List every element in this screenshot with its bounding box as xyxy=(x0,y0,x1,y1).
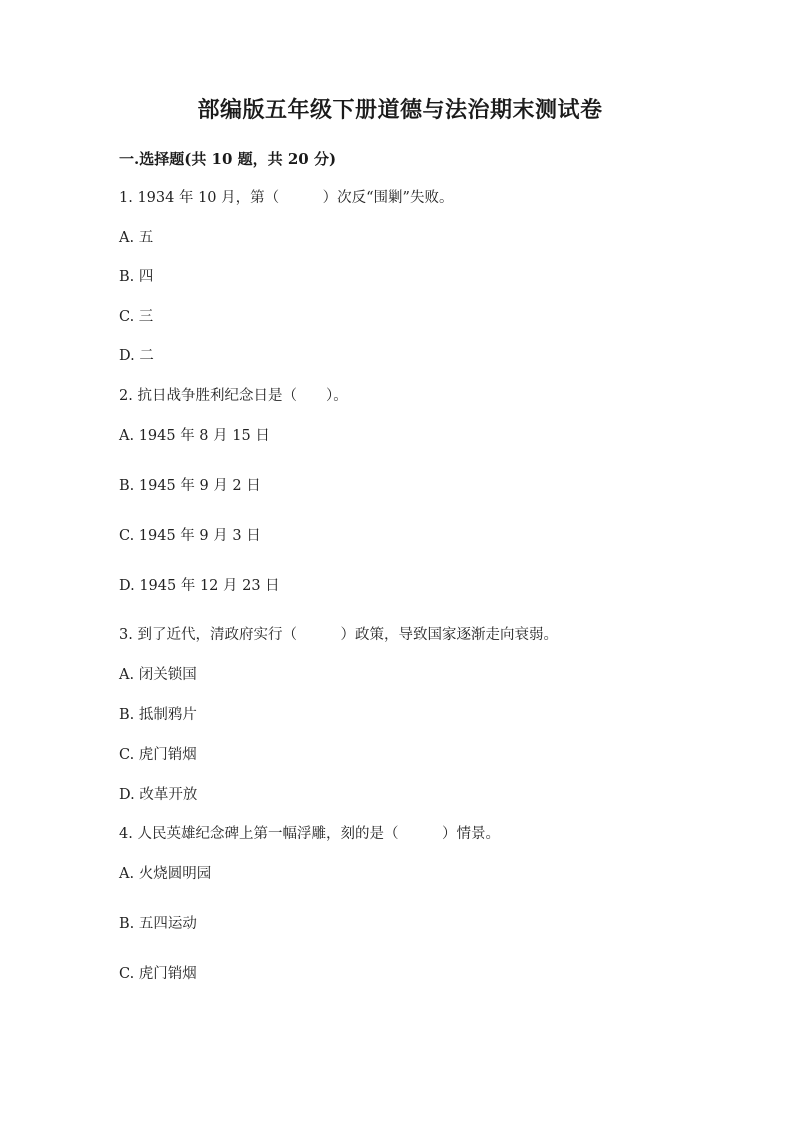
page-title: 部编版五年级下册道德与法治期末测试卷 xyxy=(197,97,603,123)
question-stem: 2. 抗日战争胜利纪念日是（ ）。 xyxy=(119,388,348,404)
question-stem: 1. 1934 年 10 月，第（ ）次反“围剿”失败。 xyxy=(119,190,454,206)
answer-option[interactable]: C. 虎门销烟 xyxy=(119,747,197,763)
answer-option[interactable]: A. 1945 年 8 月 15 日 xyxy=(119,428,270,444)
answer-option[interactable]: B. 五四运动 xyxy=(119,916,197,932)
answer-option[interactable]: A. 五 xyxy=(119,230,154,246)
answer-option[interactable]: B. 抵制鸦片 xyxy=(119,707,197,723)
answer-option[interactable]: C. 三 xyxy=(119,309,154,325)
answer-option[interactable]: B. 1945 年 9 月 2 日 xyxy=(119,478,261,494)
answer-option[interactable]: D. 二 xyxy=(119,348,154,364)
answer-option[interactable]: C. 1945 年 9 月 3 日 xyxy=(119,528,261,544)
answer-option[interactable]: A. 火烧圆明园 xyxy=(119,866,212,882)
answer-option[interactable]: C. 虎门销烟 xyxy=(119,966,197,982)
question-stem: 4. 人民英雄纪念碑上第一幅浮雕，刻的是（ ）情景。 xyxy=(119,826,500,842)
answer-option[interactable]: B. 四 xyxy=(119,269,154,285)
section-heading: 一.选择题(共 10 题，共 20 分) xyxy=(119,150,337,168)
question-stem: 3. 到了近代，清政府实行（ ）政策，导致国家逐渐走向衰弱。 xyxy=(119,627,558,643)
answer-option[interactable]: A. 闭关锁国 xyxy=(119,667,197,683)
answer-option[interactable]: D. 1945 年 12 月 23 日 xyxy=(119,578,280,594)
answer-option[interactable]: D. 改革开放 xyxy=(119,787,198,803)
